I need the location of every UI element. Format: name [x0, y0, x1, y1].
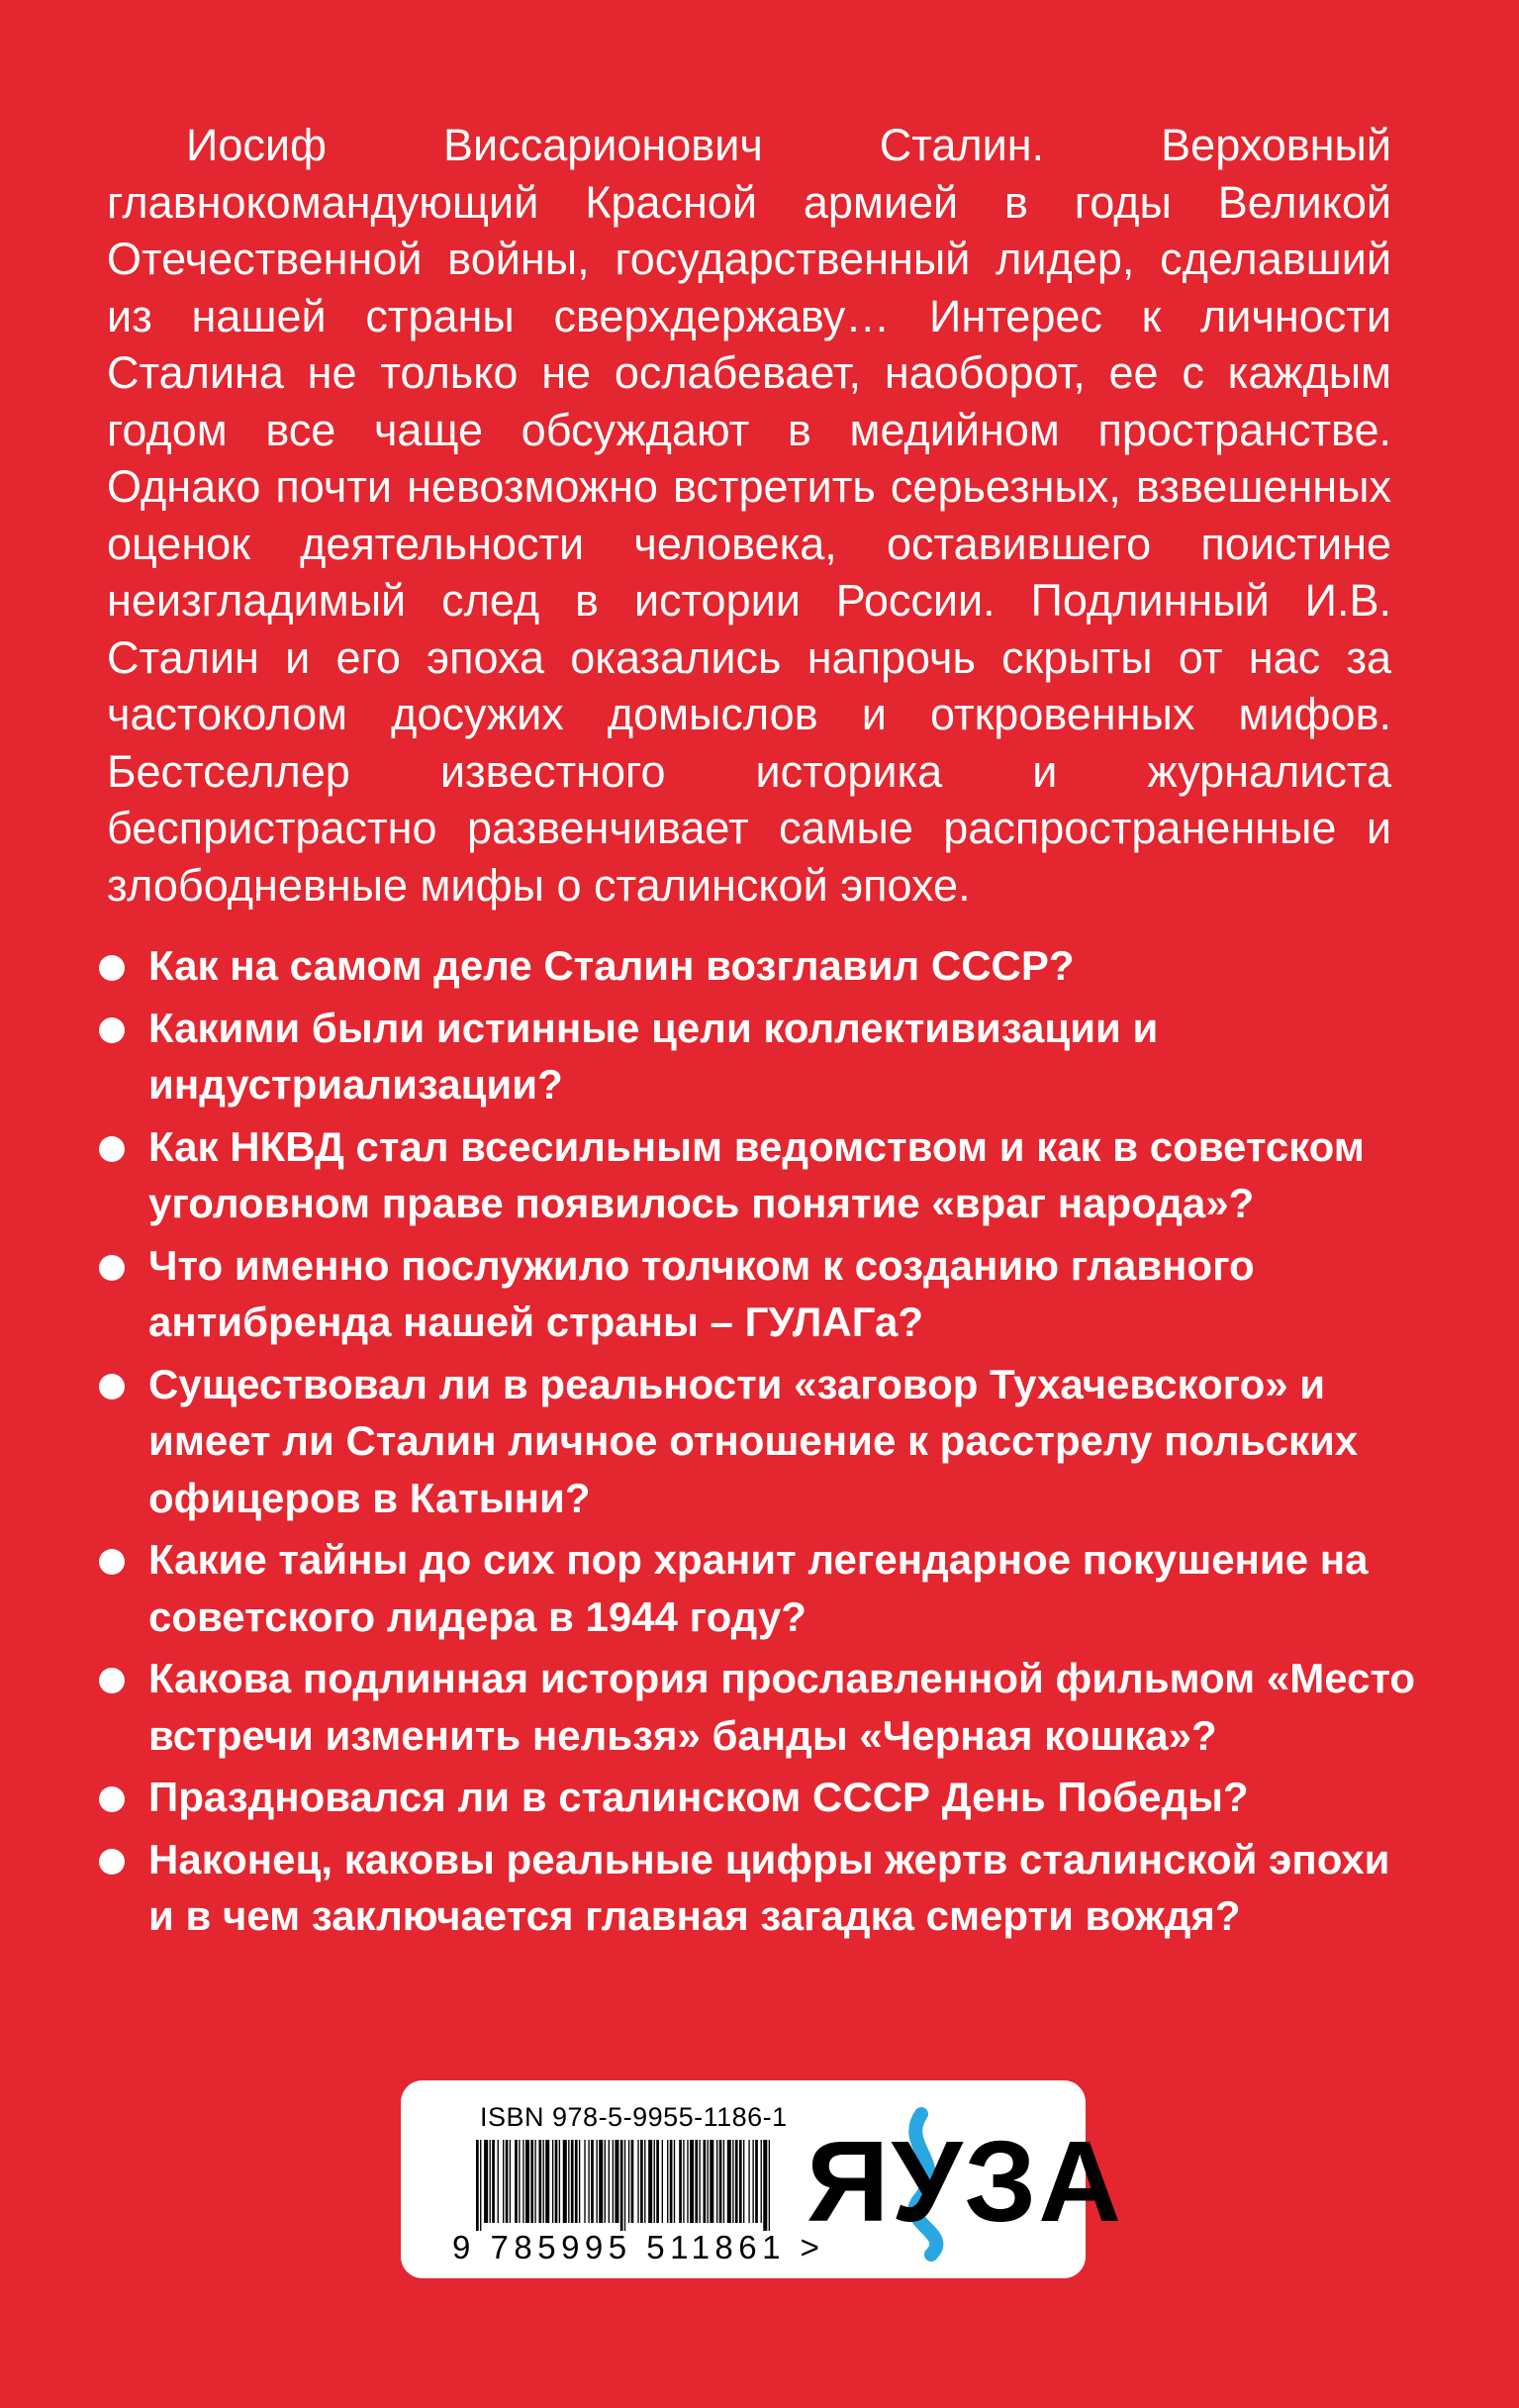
barcode-bar — [719, 2140, 722, 2223]
barcode-bar — [579, 2140, 580, 2223]
barcode-bar — [620, 2140, 623, 2231]
list-item — [99, 1650, 1425, 1764]
barcode-bar — [748, 2140, 749, 2223]
barcode-bar — [563, 2140, 567, 2223]
barcode-bar — [687, 2140, 688, 2223]
barcode-bar — [662, 2140, 663, 2223]
barcode-bar — [640, 2140, 643, 2223]
barcode-bar — [674, 2140, 675, 2223]
barcode-bar — [704, 2140, 707, 2223]
barcode-bar — [591, 2140, 594, 2223]
question-text: Наконец, каковы реальные цифры жертв сталинской эпохи и в чем заключается главная загадка смерти вождя? — [148, 1835, 1390, 1939]
barcode-bar — [522, 2140, 523, 2223]
barcode-bar — [648, 2140, 652, 2223]
barcode-bar — [599, 2140, 603, 2223]
barcode-digits: 9 785995 511861 > — [452, 2229, 825, 2265]
barcode-bar — [654, 2140, 655, 2223]
barcode-bar — [670, 2140, 673, 2223]
barcode-bar — [769, 2140, 770, 2231]
list-item — [99, 937, 1425, 995]
barcode-bar — [723, 2140, 724, 2223]
list-item — [99, 1769, 1425, 1826]
barcode-bar — [763, 2140, 767, 2231]
barcode-bar — [679, 2140, 682, 2223]
barcode-bar — [555, 2140, 558, 2223]
barcode-bar — [484, 2140, 488, 2223]
barcode-bar — [656, 2140, 659, 2223]
bullet-icon — [99, 1786, 125, 1812]
barcode-bar — [476, 2140, 479, 2231]
barcode-bar — [534, 2140, 535, 2223]
barcode-panel — [401, 2080, 1123, 2278]
barcode-bar — [503, 2140, 504, 2223]
list-item — [99, 1831, 1425, 1945]
questions-list — [99, 937, 1425, 1950]
question-text: Что именно послужило толчком к созданию главного антибренда нашей страны – ГУЛАГа? — [148, 1241, 1255, 1345]
barcode-bar — [755, 2140, 758, 2223]
barcode-bar — [695, 2140, 698, 2223]
question-text: Праздновался ли в сталинском СССР День Победы? — [148, 1774, 1249, 1820]
barcode-bar — [631, 2140, 634, 2223]
barcode-bar — [506, 2140, 509, 2223]
barcode-bar — [732, 2140, 733, 2223]
question-text: Какие тайны до сих пор хранит легендарное покушение на советского лидера в 1944 году? — [148, 1536, 1369, 1640]
barcode-bar — [710, 2140, 713, 2223]
list-item — [99, 1237, 1425, 1351]
bullet-icon — [99, 1136, 125, 1162]
isbn-label: ISBN 978-5-9955-1186-1 — [480, 2102, 788, 2132]
barcode-bar — [637, 2140, 638, 2223]
list-item — [99, 1000, 1425, 1113]
barcode-bar — [530, 2140, 533, 2223]
bullet-icon — [99, 1017, 125, 1043]
question-text: Существовал ли в реальности «заговор Тухачевского» и имеет ли Сталин личное отношение к расстрелу польских офицеров в Катыни? — [148, 1360, 1359, 1521]
barcode-bar — [597, 2140, 598, 2223]
barcode-bar — [510, 2140, 511, 2223]
barcode-bar — [538, 2140, 541, 2223]
question-text: Какова подлинная история прославленной фильмом «Место встречи изменить нельзя» банды «Черная кошка»? — [148, 1655, 1416, 1759]
barcode-bar — [613, 2140, 614, 2223]
barcode-icon — [476, 2140, 773, 2231]
barcode-bar — [525, 2140, 529, 2223]
barcode-bar — [543, 2140, 544, 2223]
annotation-paragraph: Иосиф Виссарионович Сталин. Верховный главнокомандующий Красной армией в годы Великой Отечественной войны, государственный лидер, сделавший из нашей страны сверхдержаву… Интерес к личности Сталина не только не ослабевает, наоборот, ее с каждым годом все чаще обсуждают в медийном пространстве. Однако почти невозможно встретить серьезных, взвешенных оценок деятельности человека, оставившего поистине неизгладимый след в истории России. Подлинный И.В. Сталин и его эпоха оказались напрочь скрыты от нас за частоколом досужих домыслов и откровенных мифов. Бестселлер известного историка и журналиста беспристрастно развенчивает самые распространенные и злободневные мифы о сталинской эпохе. — [107, 120, 1391, 911]
barcode-bar — [752, 2140, 753, 2223]
barcode-bar — [739, 2140, 742, 2223]
barcode-bar — [605, 2140, 606, 2223]
barcode-bar — [568, 2140, 569, 2223]
barcode-bar — [552, 2140, 553, 2223]
bullet-icon — [99, 1668, 125, 1693]
publisher-logo-text: ЯУЗА — [807, 2117, 1123, 2246]
barcode-bar — [699, 2140, 700, 2223]
barcode-bar — [609, 2140, 610, 2223]
barcode-bar — [624, 2140, 625, 2231]
barcode-bar — [515, 2140, 518, 2223]
barcode-bar — [716, 2140, 717, 2223]
barcode-bar — [690, 2140, 694, 2223]
bullet-icon — [99, 1374, 125, 1399]
barcode-bar — [628, 2140, 629, 2223]
barcode-bar — [667, 2140, 668, 2223]
list-item — [99, 1118, 1425, 1232]
barcode-bar — [615, 2140, 618, 2223]
list-item — [99, 1356, 1425, 1527]
question-text: Как на самом деле Сталин возглавил СССР? — [148, 942, 1075, 989]
barcode-bar — [588, 2140, 589, 2223]
bullet-icon — [99, 1549, 125, 1575]
barcode-bar — [519, 2140, 520, 2223]
barcode-bar — [683, 2140, 684, 2223]
bullet-icon — [99, 1849, 125, 1875]
publisher-logo — [805, 2106, 1123, 2255]
barcode-bar — [708, 2140, 709, 2223]
barcode-bar — [492, 2140, 495, 2223]
barcode-bar — [545, 2140, 549, 2223]
question-text: Как НКВД стал всесильным ведомством и как в советском уголовном праве появилось понятие «враг народа»? — [148, 1122, 1365, 1226]
bullet-icon — [99, 1255, 125, 1281]
barcode-bar — [480, 2140, 481, 2231]
question-text: Какими были истинные цели коллективизации и индустриализации? — [148, 1004, 1159, 1108]
barcode-bar — [498, 2140, 499, 2223]
barcode-bar — [490, 2140, 491, 2223]
barcode-bar — [761, 2140, 762, 2223]
barcode-bar — [743, 2140, 744, 2223]
barcode-bar — [575, 2140, 578, 2223]
bullet-icon — [99, 955, 125, 981]
barcode-bar — [584, 2140, 585, 2223]
barcode-bar — [727, 2140, 731, 2223]
list-item — [99, 1531, 1425, 1645]
barcode-bar — [735, 2140, 738, 2223]
barcode-bar — [644, 2140, 645, 2223]
barcode-bar — [559, 2140, 560, 2223]
barcode-bar — [571, 2140, 574, 2223]
